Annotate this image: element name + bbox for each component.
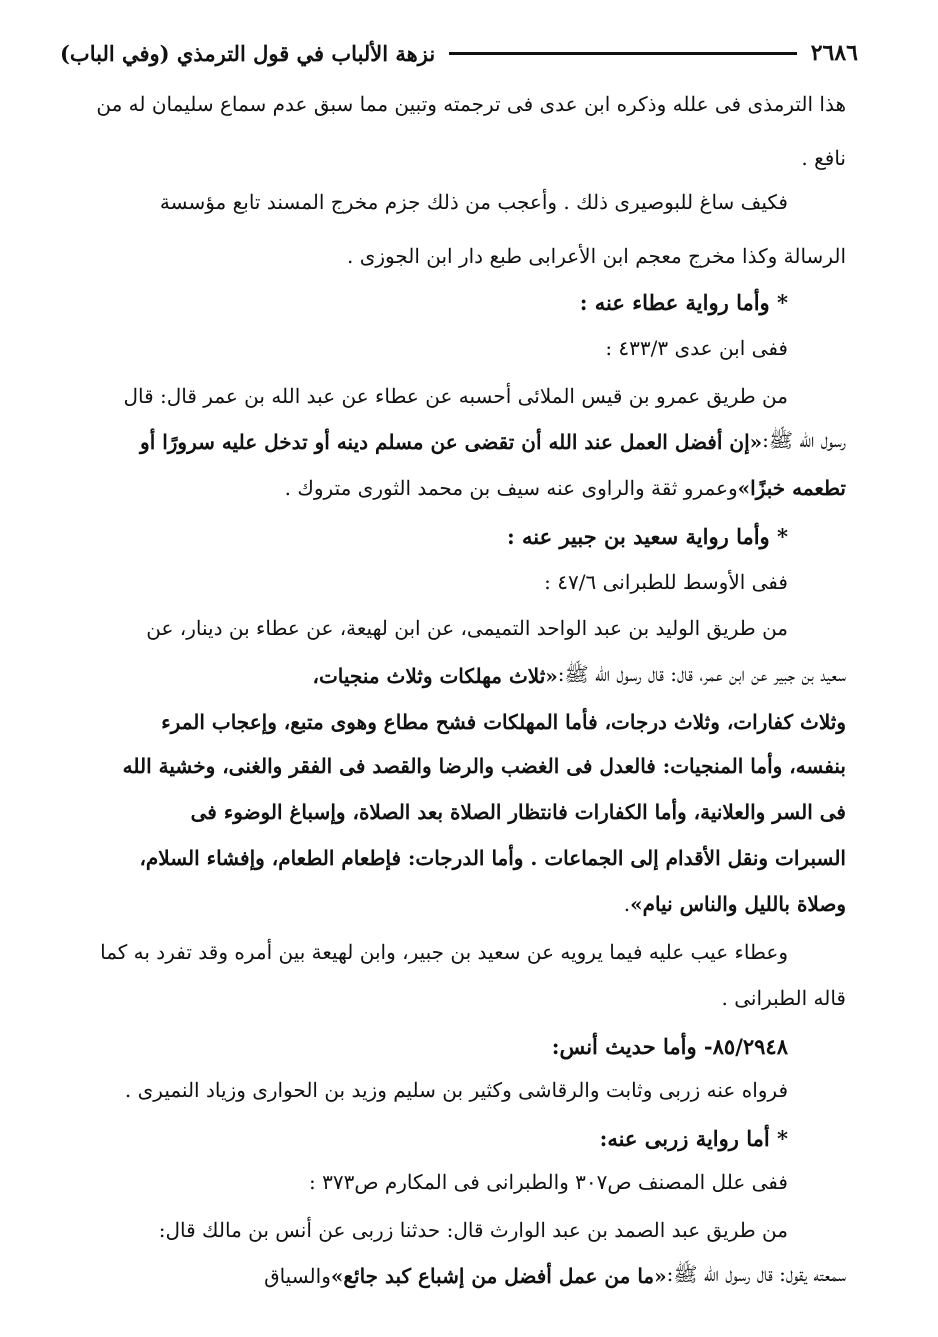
hadith-text: «ثلاث مهلكات وثلاث منجيات، — [312, 664, 558, 688]
text-line — [48, 1070, 846, 1110]
text-line — [48, 1026, 846, 1066]
line-text: * أما رواية زربى عنه: — [599, 1125, 788, 1151]
line-text: وعطاء عيب عليه فيما يرويه عن سعيد بن جبير، وابن لهيعة بين أمره وقد تفرد به كما — [100, 940, 788, 964]
line-text: ففى الأوسط للطبرانى ٤٧/٦ : — [544, 570, 788, 594]
line-text: قاله الطبرانى . — [721, 986, 846, 1010]
text-line — [48, 978, 846, 1018]
text-line — [48, 468, 846, 508]
line-text: الرسالة وكذا مخرج معجم ابن الأعرابى طبع دار ابن الجوزى . — [346, 244, 846, 268]
hadith-text: «ما من عمل أفضل من إشباع كبد جائع» — [330, 1264, 667, 1288]
line-text: من طريق عبد الصمد بن عبد الوارث قال: حدثنا زربى عن أنس بن مالك قال: — [158, 1218, 788, 1242]
text-line — [48, 1162, 846, 1202]
line-text: من طريق عمرو بن قيس الملائى أحسبه عن عطاء عن عبد الله بن عمر قال: قال — [123, 384, 788, 408]
header-rule — [449, 52, 797, 55]
hadith-text: السبرات ونقل الأقدام إلى الجماعات . وأما الدرجات: فإطعام الطعام، وإفشاء السلام، — [139, 846, 846, 870]
text-line — [48, 608, 846, 648]
line-text: سعيد بن جبير عن ابن عمر، قال: قال رسول الله ﷺ: — [557, 661, 846, 686]
line-text: ففى ابن عدى ٤٣٣/٣ : — [605, 336, 788, 360]
hadith-text: بنفسه، وأما المنجيات: فالعدل فى الغضب والرضا والقصد فى الفقر والغنى، وخشية الله — [122, 754, 846, 778]
text-line — [48, 84, 846, 124]
line-text: من طريق الوليد بن عبد الواحد التميمى، عن ابن لهيعة، عن عطاء بن دينار، عن — [146, 616, 788, 640]
line-text: هذا الترمذى فى علله وذكره ابن عدى فى ترجمته وتبين مما سبق عدم سماع سليمان له من — [96, 92, 846, 116]
line-text: . — [623, 892, 631, 916]
line-text: * وأما رواية عطاء عنه : — [579, 289, 788, 315]
text-line — [48, 562, 846, 602]
line-text: فكيف ساغ للبوصيرى ذلك . وأعجب من ذلك جزم مخرج المسند تابع مؤسسة — [159, 190, 788, 214]
line-text: سمعته يقول: قال رسول الله ﷺ: — [666, 1261, 846, 1286]
page-number: ٢٦٨٦ — [810, 40, 858, 66]
hadith-text: «إن أفضل العمل عند الله أن تقضى عن مسلم دينه أو تدخل عليه سرورًا أو — [140, 430, 763, 454]
hadith-text: وصلاة بالليل والناس نيام» — [630, 892, 846, 916]
text-line — [48, 1256, 846, 1296]
line-text: فرواه عنه زربى وثابت والرقاشى وكثير بن سليم وزيد بن الحوارى وزياد النميرى . — [124, 1078, 788, 1102]
line-text: ففى علل المصنف ص٣٠٧ والطبرانى فى المكارم ص٣٧٣ : — [309, 1170, 788, 1194]
text-line — [48, 702, 846, 742]
hadith-text: فى السر والعلانية، وأما الكفارات فانتظار الصلاة بعد الصلاة، وإسباغ الوضوء فى — [190, 800, 846, 824]
hadith-text: تطعمه خبزًا» — [737, 476, 846, 500]
text-line — [48, 884, 846, 924]
text-line — [48, 838, 846, 878]
text-line — [48, 516, 846, 556]
line-text: رسول الله ﷺ: — [762, 427, 846, 452]
text-line — [48, 376, 846, 416]
line-text: * وأما رواية سعيد بن جبير عنه : — [506, 523, 788, 549]
text-line — [48, 328, 846, 368]
text-line — [48, 1210, 846, 1250]
text-line — [48, 792, 846, 832]
text-line — [48, 932, 846, 972]
text-line — [48, 282, 846, 322]
text-line — [48, 138, 846, 178]
text-line — [48, 182, 846, 222]
text-line — [48, 656, 846, 696]
text-line — [48, 746, 846, 786]
running-title: نزهة الألباب في قول الترمذي (وفي الباب) — [60, 40, 436, 66]
text-line — [48, 422, 846, 462]
line-text: نافع . — [801, 146, 846, 170]
hadith-text: وثلاث كفارات، وثلاث درجات، فأما المهلكات فشح مطاع وهوى متبع، وإعجاب المرء — [161, 710, 846, 734]
text-line — [48, 1118, 846, 1158]
text-line — [48, 236, 846, 276]
line-text: وعمرو ثقة والراوى عنه سيف بن محمد الثورى متروك . — [284, 476, 738, 500]
line-text: ٨٥/٢٩٤٨- وأما حديث أنس: — [551, 1033, 788, 1059]
running-header — [60, 36, 858, 70]
line-text: والسياق — [264, 1264, 331, 1288]
